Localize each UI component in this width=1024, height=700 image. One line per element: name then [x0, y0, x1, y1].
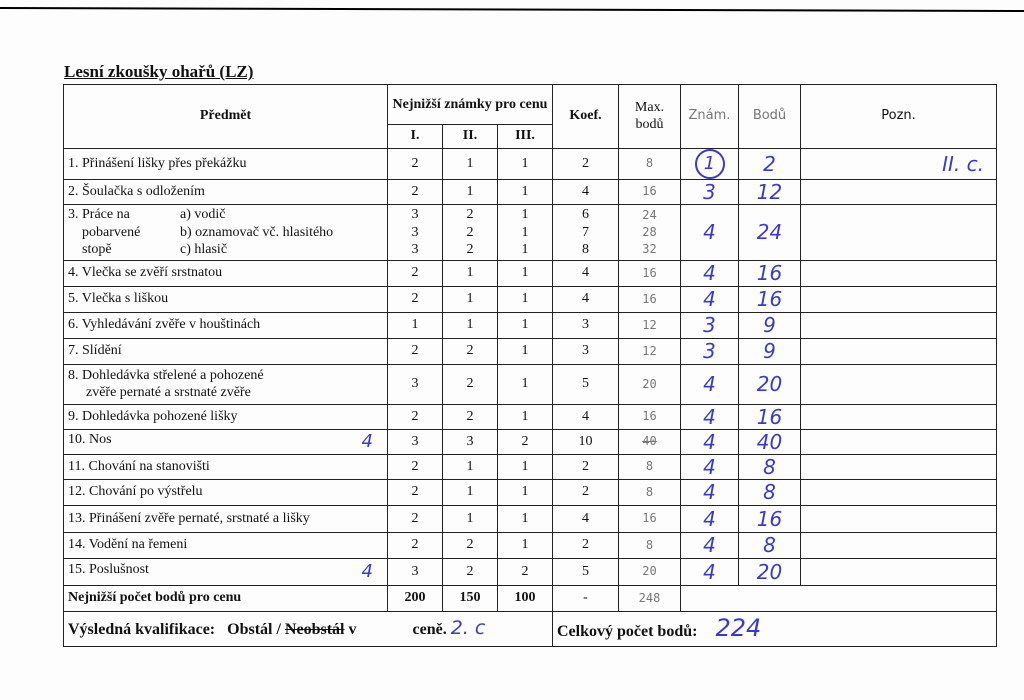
header-row [64, 85, 997, 125]
row-note [801, 455, 997, 480]
header-grade: Znám. [681, 85, 739, 149]
row-note [801, 180, 997, 205]
row-points-hand: 16 [739, 287, 801, 313]
row3-max: 24 28 32 [619, 205, 681, 261]
table-row [64, 339, 997, 365]
row-points-hand: 16 [739, 506, 801, 533]
row-grade-3: 1 [498, 261, 553, 287]
row-note-hand: II. c. [801, 149, 997, 180]
header-note: Pozn. [801, 85, 997, 149]
row3-subject [64, 205, 388, 261]
row-grade-1: 2 [388, 149, 443, 180]
row-coef: 2 [553, 455, 619, 480]
row-grade-1: 2 [388, 506, 443, 533]
row-coef: 3 [553, 339, 619, 365]
table-row [64, 480, 997, 506]
row-grade-2: 1 [443, 180, 498, 205]
row-grade-hand: 4 [681, 533, 739, 559]
row-note [801, 287, 997, 313]
row-grade-hand: 4 [681, 365, 739, 405]
row-grade-2: 2 [443, 559, 498, 586]
row-note [801, 405, 997, 430]
row-coef: 3 [553, 313, 619, 339]
row-max: 16 [619, 287, 681, 313]
row-grade-1: 3 [388, 430, 443, 455]
row-grade-2: 2 [443, 339, 498, 365]
row-points-hand: 12 [739, 180, 801, 205]
header-subject: Předmět [64, 85, 388, 149]
row-subject: 7. Slídění [64, 339, 388, 365]
row-grade-1: 3 [388, 365, 443, 405]
grade-circle: 1 [695, 149, 725, 179]
row-note [801, 261, 997, 287]
row-grade-3: 2 [498, 430, 553, 455]
row-points-hand: 9 [739, 339, 801, 365]
min-points-1: 200 [388, 586, 443, 612]
row-max: 8 [619, 480, 681, 506]
row-grade-2: 1 [443, 313, 498, 339]
row-grade-2: 1 [443, 287, 498, 313]
min-points-2: 150 [443, 586, 498, 612]
row-points-hand: 9 [739, 313, 801, 339]
header-prize-1: I. [388, 125, 443, 149]
row-grade-hand: 4 [681, 455, 739, 480]
row-grade-hand: 4 [681, 205, 739, 261]
row-grade-2: 2 [443, 405, 498, 430]
row-note [801, 430, 997, 455]
margin-hand: 4 [361, 560, 373, 582]
row-subject: 13. Přinášení zvěře pernaté, srstnaté a lišky [64, 506, 388, 533]
row-max: 20 [619, 559, 681, 586]
row-subject: 5. Vlečka s liškou [64, 287, 388, 313]
row-grade-3: 1 [498, 533, 553, 559]
row-subject: 15. Poslušnost 4 [64, 559, 388, 586]
row-subject: 1. Přinášení lišky přes překážku [64, 149, 388, 180]
row-note [801, 533, 997, 559]
row-subject: 12. Chování po výstřelu [64, 480, 388, 506]
row-grade-1: 2 [388, 339, 443, 365]
table-row [64, 261, 997, 287]
margin-hand: 4 [361, 430, 373, 452]
table-row [64, 405, 997, 430]
row-grade-1: 3 [388, 559, 443, 586]
row-coef: 2 [553, 149, 619, 180]
row-grade-3: 1 [498, 180, 553, 205]
row3-grade-1: 3 3 3 [388, 205, 443, 261]
row-subject: 9. Dohledávka pohozené lišky [64, 405, 388, 430]
row-coef: 4 [553, 261, 619, 287]
row-coef: 2 [553, 480, 619, 506]
row-grade-hand: 4 [681, 506, 739, 533]
row-note [801, 205, 997, 261]
row-points-hand: 8 [739, 533, 801, 559]
min-points-label: Nejnižší počet bodů pro cenu [64, 586, 388, 612]
row-grade-1: 1 [388, 313, 443, 339]
row-max: 12 [619, 313, 681, 339]
row-grade-3: 1 [498, 339, 553, 365]
table-row [64, 506, 997, 533]
row-coef: 4 [553, 180, 619, 205]
row-grade-2: 2 [443, 533, 498, 559]
min-points-row [64, 586, 997, 612]
header-max-points: Max. bodů [619, 85, 681, 149]
row-grade-1: 2 [388, 533, 443, 559]
row-grade-1: 2 [388, 455, 443, 480]
table-row [64, 455, 997, 480]
row-note [801, 480, 997, 506]
row-grade-hand: 3 [681, 313, 739, 339]
table-row [64, 313, 997, 339]
row-grade-hand: 4 [681, 405, 739, 430]
row-grade-1: 2 [388, 405, 443, 430]
row-grade-3: 2 [498, 559, 553, 586]
row-grade-3: 1 [498, 455, 553, 480]
min-points-coef: - [553, 586, 619, 612]
header-coef: Koef. [553, 85, 619, 149]
row-points-hand: 20 [739, 365, 801, 405]
row-grade-3: 1 [498, 480, 553, 506]
min-points-empty [681, 586, 997, 612]
row-max: 8 [619, 149, 681, 180]
row-grade-2: 1 [443, 455, 498, 480]
header-prize-3: III. [498, 125, 553, 149]
row-subject: 11. Chování na stanovišti [64, 455, 388, 480]
final-row [64, 612, 997, 647]
table-row [64, 430, 997, 455]
row-grade-3: 1 [498, 287, 553, 313]
row-grade-2: 1 [443, 149, 498, 180]
row-note [801, 313, 997, 339]
row-note [801, 559, 997, 586]
row-max: 16 [619, 180, 681, 205]
table-row [64, 180, 997, 205]
row3-sub-options: a) vodič b) oznamovač vč. hlasitého c) hlasič [180, 207, 334, 258]
row-coef: 5 [553, 559, 619, 586]
min-points-3: 100 [498, 586, 553, 612]
row-grade-1: 2 [388, 480, 443, 506]
row-coef: 4 [553, 287, 619, 313]
row-grade-1: 2 [388, 287, 443, 313]
row-grade-hand: 3 [681, 339, 739, 365]
row3-grade-3: 1 1 1 [498, 205, 553, 261]
row-subject: 6. Vyhledávání zvěře v houštinách [64, 313, 388, 339]
row-coef: 2 [553, 533, 619, 559]
row-max: 16 [619, 506, 681, 533]
row-subject: 14. Vodění na řemeni [64, 533, 388, 559]
page-title: Lesní zkoušky ohařů (LZ) [64, 62, 254, 81]
row-grade-hand: 4 [681, 559, 739, 586]
row-grade-hand: 4 [681, 480, 739, 506]
scan-top-edge [0, 0, 1024, 6]
final-total: Celkový počet bodů: 224 [553, 612, 997, 647]
row-max: 16 [619, 261, 681, 287]
row-grade-hand: 4 [681, 287, 739, 313]
row-grade-hand: 3 [681, 180, 739, 205]
row-grade-2: 2 [443, 365, 498, 405]
table-row [64, 287, 997, 313]
row-max: 40 [619, 430, 681, 455]
row-max: 20 [619, 365, 681, 405]
row-grade-3: 1 [498, 149, 553, 180]
header-prize-2: II. [443, 125, 498, 149]
row-points-hand: 16 [739, 261, 801, 287]
row-grade-hand: 4 [681, 261, 739, 287]
row-grade-2: 1 [443, 261, 498, 287]
row3-grade-2: 2 2 2 [443, 205, 498, 261]
row-note [801, 506, 997, 533]
row-points-hand: 16 [739, 405, 801, 430]
header-points: Bodů [739, 85, 801, 149]
row-coef: 5 [553, 365, 619, 405]
row-grade-3: 1 [498, 313, 553, 339]
row-max: 16 [619, 405, 681, 430]
table-row [64, 149, 997, 180]
row-note [801, 365, 997, 405]
table-row [64, 559, 997, 586]
row-grade-1: 2 [388, 180, 443, 205]
row-points-hand: 2 [739, 149, 801, 180]
row-grade-hand [681, 149, 739, 180]
row-max: 8 [619, 533, 681, 559]
row-grade-3: 1 [498, 365, 553, 405]
table-row-8 [64, 365, 997, 405]
row-grade-3: 1 [498, 506, 553, 533]
row8-subject: 8. Dohledávka střelené a pohozené zvěře pernaté a srstnaté zvěře [64, 365, 388, 405]
row-points-hand: 40 [739, 430, 801, 455]
table-row-3 [64, 205, 997, 261]
final-total-hand: 224 [715, 614, 762, 643]
row-grade-1: 2 [388, 261, 443, 287]
exam-table [63, 84, 997, 647]
row-grade-2: 3 [443, 430, 498, 455]
row-subject: 10. Nos 4 [64, 430, 388, 455]
row-coef: 4 [553, 506, 619, 533]
row-subject: 4. Vlečka se zvěří srstnatou [64, 261, 388, 287]
row-grade-2: 1 [443, 480, 498, 506]
row-grade-2: 1 [443, 506, 498, 533]
row-grade-3: 1 [498, 405, 553, 430]
row3-coef: 6 7 8 [553, 205, 619, 261]
row3-label: 3. Práce na pobarvené stopě [68, 207, 141, 258]
row-points-hand: 8 [739, 455, 801, 480]
row-points-hand: 8 [739, 480, 801, 506]
header-min-grades: Nejnižší známky pro cenu [388, 85, 553, 125]
final-qualification: Výsledná kvalifikace: Obstál / Neobstál v ceně. 2. c [64, 612, 553, 647]
table-row [64, 533, 997, 559]
row-grade-hand: 4 [681, 430, 739, 455]
min-points-max: 248 [619, 586, 681, 612]
final-prize-hand: 2. c [450, 617, 486, 640]
row-note [801, 339, 997, 365]
row-points-hand: 24 [739, 205, 801, 261]
row-max: 12 [619, 339, 681, 365]
row-max: 8 [619, 455, 681, 480]
row-subject: 2. Šoulačka s odložením [64, 180, 388, 205]
row-points-hand: 20 [739, 559, 801, 586]
row-coef: 10 [553, 430, 619, 455]
row-coef: 4 [553, 405, 619, 430]
